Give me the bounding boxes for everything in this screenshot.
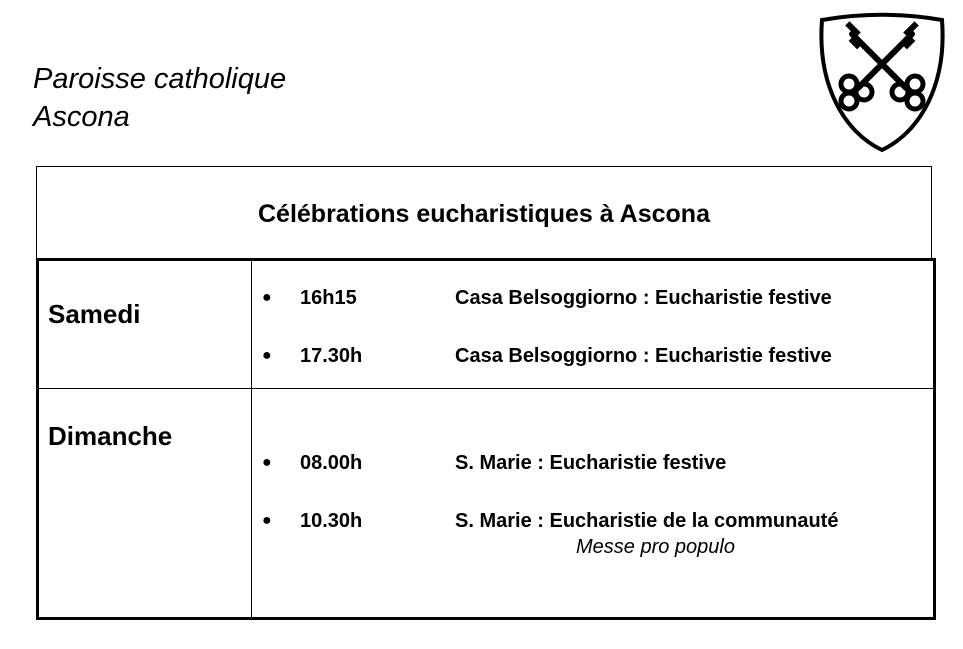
parish-town: Ascona xyxy=(33,101,130,133)
column-divider xyxy=(251,261,252,617)
bullet-icon: ● xyxy=(262,347,272,364)
parish-name: Paroisse catholique xyxy=(33,63,287,95)
title-box xyxy=(36,166,932,258)
day-label-sunday: Dimanche xyxy=(48,421,173,451)
day-label-saturday: Samedi xyxy=(48,299,141,329)
entry-time: 17.30h xyxy=(300,345,363,367)
bullet-icon: ● xyxy=(262,289,272,306)
entry-note: Messe pro populo xyxy=(576,536,735,558)
bullet-icon: ● xyxy=(262,454,272,471)
row-divider xyxy=(39,388,933,389)
entry-time: 08.00h xyxy=(300,452,363,474)
schedule-table xyxy=(36,258,936,620)
entry-time: 10.30h xyxy=(300,510,363,532)
page-title: Célébrations eucharistiques à Ascona xyxy=(257,200,710,228)
entry-description: S. Marie : Eucharistie festive xyxy=(455,452,727,474)
entry-description: S. Marie : Eucharistie de la communauté xyxy=(455,510,839,532)
entry-time: 16h15 xyxy=(300,287,357,309)
crossed-keys-shield-icon xyxy=(816,10,948,154)
parish-header xyxy=(33,60,286,136)
bullet-icon: ● xyxy=(262,512,272,529)
entry-description: Casa Belsoggiorno : Eucharistie festive xyxy=(455,287,832,309)
entry-description: Casa Belsoggiorno : Eucharistie festive xyxy=(455,345,832,367)
